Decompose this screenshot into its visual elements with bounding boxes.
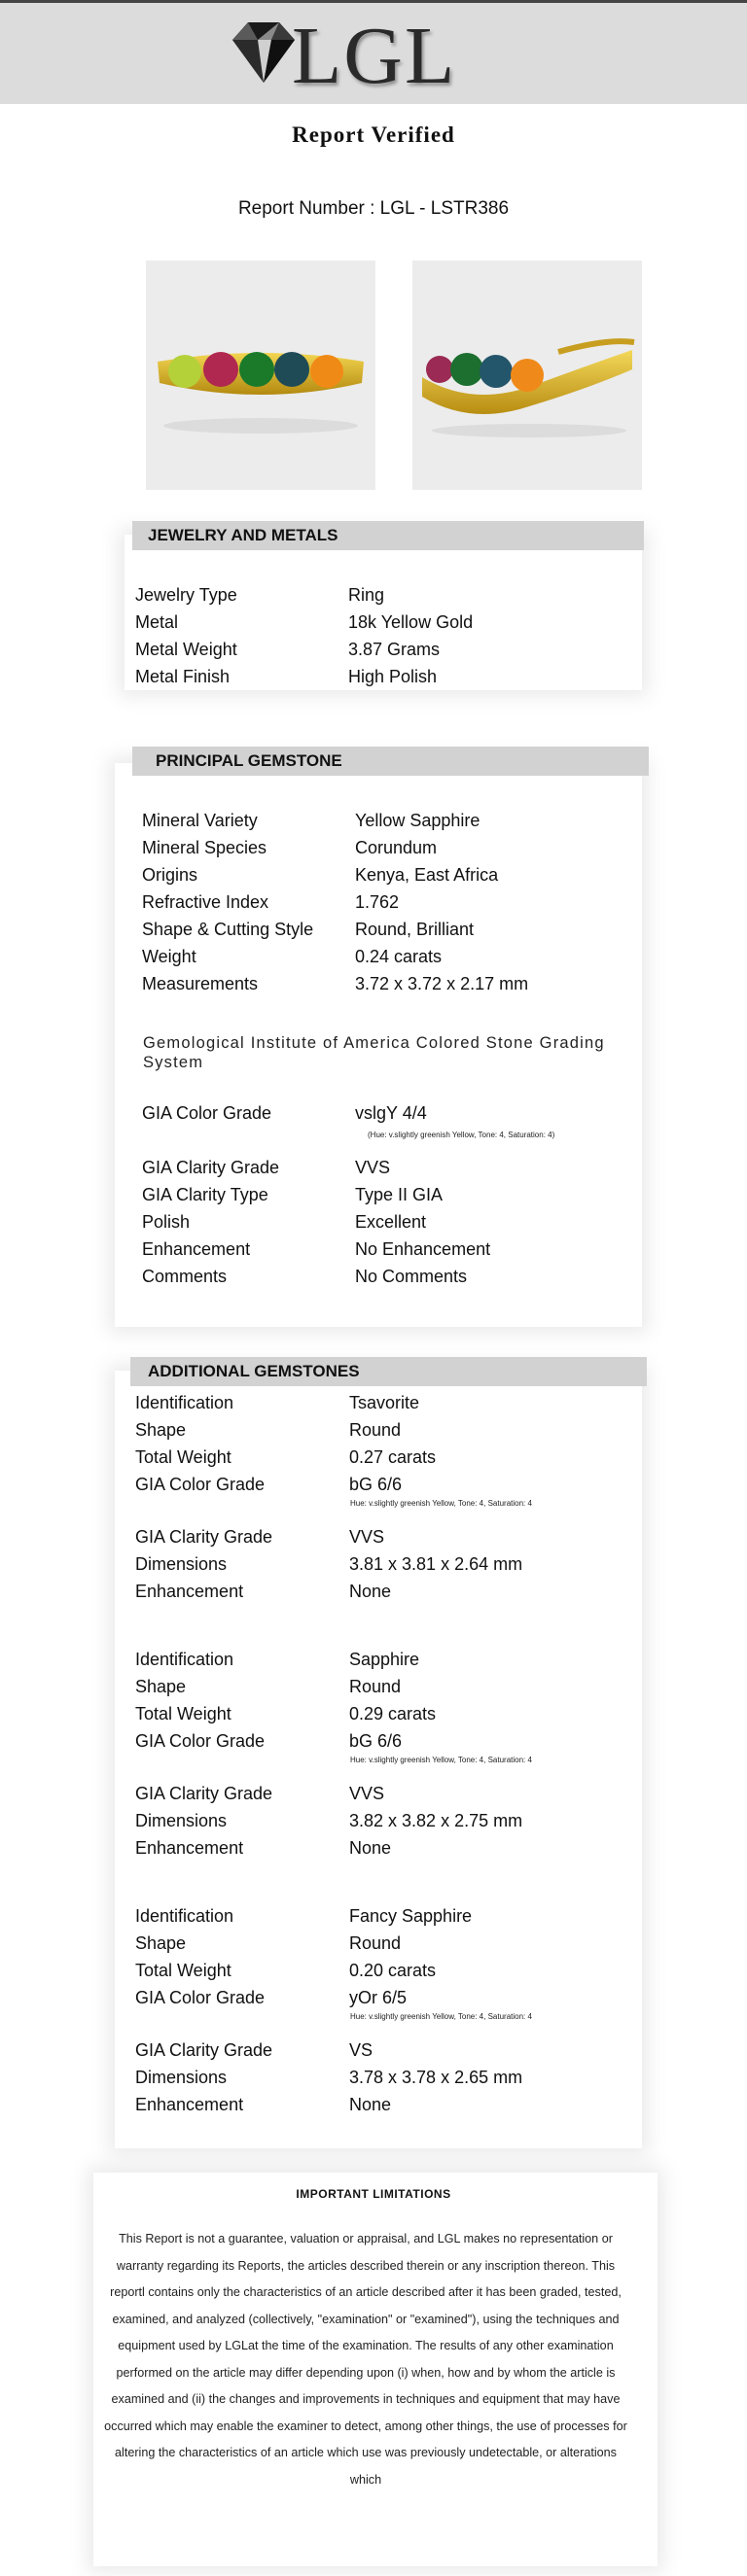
- row-label: Comments: [142, 1267, 228, 1286]
- row-value: Kenya, East Africa: [355, 865, 499, 885]
- row-value: 3.78 x 3.78 x 2.65 mm: [349, 2068, 523, 2087]
- row-value: 3.82 x 3.82 x 2.75 mm: [349, 1811, 523, 1830]
- row-value: bG 6/6: [349, 1731, 403, 1751]
- row-value: bG 6/6: [349, 1475, 403, 1494]
- row-label: Shape: [135, 1677, 187, 1696]
- row-value: 0.24 carats: [355, 947, 443, 966]
- row-label: Enhancement: [135, 1582, 244, 1601]
- row-value: Round, Brilliant: [355, 920, 475, 939]
- principal-section-heading: PRINCIPAL GEMSTONE: [132, 747, 649, 776]
- row-value: Yellow Sapphire: [355, 811, 480, 830]
- gia-grading-title: Gemological Institute of America Colored Stone Grading System: [143, 1034, 605, 1071]
- row-label: GIA Clarity Type: [142, 1185, 268, 1204]
- row-value: Ring: [348, 585, 385, 605]
- row-value: 0.29 carats: [349, 1704, 437, 1723]
- row-label: Metal Weight: [135, 640, 237, 659]
- row-label: Mineral Variety: [142, 811, 258, 830]
- row-label: Origins: [142, 865, 198, 885]
- row-value: 0.27 carats: [349, 1447, 437, 1467]
- row-value: Tsavorite: [349, 1393, 420, 1412]
- row-value: None: [349, 1582, 392, 1601]
- row-value: Corundum: [355, 838, 438, 857]
- row-label: GIA Clarity Grade: [142, 1158, 280, 1177]
- logo-text: LGL: [292, 11, 457, 101]
- row-label: GIA Color Grade: [142, 1103, 272, 1123]
- row-value: 1.762: [355, 892, 400, 912]
- row-label: Enhancement: [142, 1239, 251, 1259]
- ring-photo-front: [146, 261, 375, 490]
- row-label: Shape: [135, 1420, 187, 1440]
- row-value: 3.81 x 3.81 x 2.64 mm: [349, 1554, 523, 1574]
- row-value: VVS: [355, 1158, 391, 1177]
- report-number: Report Number : LGL - LSTR386: [237, 198, 510, 219]
- row-label: Measurements: [142, 974, 259, 993]
- row-label: Dimensions: [135, 2068, 228, 2087]
- row-value: Round: [349, 1677, 402, 1696]
- row-label: Shape: [135, 1933, 187, 1953]
- row-value: Excellent: [355, 1212, 427, 1232]
- color-grade-note: Hue: v.slightly greenish Yellow, Tone: 4, Saturation: 4: [350, 1499, 532, 1508]
- row-label: GIA Clarity Grade: [135, 1527, 273, 1547]
- limitations-heading: IMPORTANT LIMITATIONS: [296, 2187, 451, 2201]
- row-label: GIA Color Grade: [135, 1988, 266, 2007]
- row-value: None: [349, 2095, 392, 2114]
- row-value: yOr 6/5: [349, 1988, 408, 2007]
- row-value: Round: [349, 1933, 402, 1953]
- row-label: Metal: [135, 612, 179, 632]
- row-label: Identification: [135, 1393, 234, 1412]
- row-value: VVS: [349, 1527, 385, 1547]
- row-label: Mineral Species: [142, 838, 267, 857]
- row-label: Enhancement: [135, 2095, 244, 2114]
- row-label: Polish: [142, 1212, 191, 1232]
- jewelry-section-heading: JEWELRY AND METALS: [132, 521, 644, 550]
- row-label: GIA Color Grade: [135, 1475, 266, 1494]
- row-value: High Polish: [348, 667, 438, 686]
- row-label: Total Weight: [135, 1447, 231, 1467]
- row-value: No Enhancement: [355, 1239, 491, 1259]
- row-value: 18k Yellow Gold: [348, 612, 474, 632]
- row-label: Enhancement: [135, 1838, 244, 1858]
- row-value: Fancy Sapphire: [349, 1906, 473, 1926]
- row-value: VS: [349, 2040, 374, 2060]
- row-label: GIA Clarity Grade: [135, 2040, 273, 2060]
- site-header: [0, 3, 747, 104]
- row-label: Total Weight: [135, 1961, 231, 1980]
- ring-photo-side: [412, 261, 642, 490]
- row-value: None: [349, 1838, 392, 1858]
- row-label: Shape & Cutting Style: [142, 920, 314, 939]
- row-value: No Comments: [355, 1267, 468, 1286]
- limitations-text: This Report is not a guarantee, valuation or appraisal, and LGL makes no representation or warranty regarding its Reports, the articles described therein or any inscription thereon. This reportl contains only the characteristics of an article described after it has been graded, tested, examined, and analyzed (collectively, "examination" or "examined"), using the techniques and equipment used by LGLat the time of the examination. The results of any other examination performed on the article may differ depending upon (i) when, how and by whom the article is examined and (ii) the changes and improvements in techniques and equipment that may have occurred which may enable the examiner to detect, among other things, the use of processes for altering the characteristics of an article which use was previously undetectable, or alterations which: [104, 2232, 627, 2487]
- additional-section-heading: ADDITIONAL GEMSTONES: [130, 1357, 647, 1386]
- row-value: vslgY 4/4: [355, 1103, 427, 1123]
- row-label: GIA Color Grade: [135, 1731, 266, 1751]
- page-title: Report Verified: [292, 122, 455, 147]
- row-value: VVS: [349, 1784, 385, 1803]
- row-label: Dimensions: [135, 1811, 228, 1830]
- row-value: 3.87 Grams: [348, 640, 441, 659]
- row-label: Refractive Index: [142, 892, 269, 912]
- color-grade-note: Hue: v.slightly greenish Yellow, Tone: 4, Saturation: 4: [350, 1756, 532, 1764]
- row-value: Round: [349, 1420, 402, 1440]
- row-label: Jewelry Type: [135, 585, 237, 605]
- row-label: GIA Clarity Grade: [135, 1784, 273, 1803]
- row-label: Total Weight: [135, 1704, 231, 1723]
- row-label: Weight: [142, 947, 196, 966]
- color-grade-note: Hue: v.slightly greenish Yellow, Tone: 4, Saturation: 4: [350, 2012, 532, 2021]
- row-label: Identification: [135, 1650, 234, 1669]
- row-value: Sapphire: [349, 1650, 420, 1669]
- row-value: 0.20 carats: [349, 1961, 437, 1980]
- row-label: Identification: [135, 1906, 234, 1926]
- color-grade-note: (Hue: v.slightly greenish Yellow, Tone: 4, Saturation: 4): [368, 1131, 555, 1139]
- row-label: Metal Finish: [135, 667, 231, 686]
- diamond-logo-icon: [229, 18, 299, 87]
- row-value: Type II GIA: [355, 1185, 444, 1204]
- row-label: Dimensions: [135, 1554, 228, 1574]
- row-value: 3.72 x 3.72 x 2.17 mm: [355, 974, 529, 993]
